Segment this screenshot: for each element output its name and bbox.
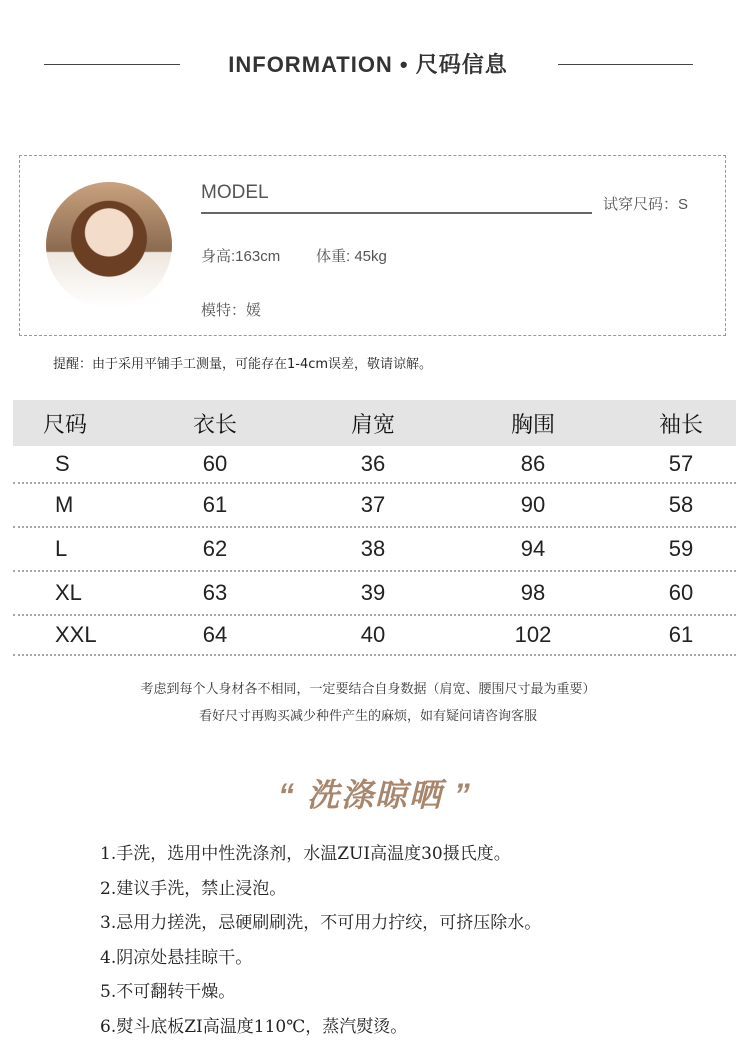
table-cell: M (55, 492, 74, 517)
model-label: MODEL (201, 182, 269, 203)
table-row (13, 572, 736, 616)
table-cell: 60 (202, 451, 228, 476)
table-cell: 60 (668, 580, 694, 605)
list-item: 3.忌用力搓洗，忌硬刷刷洗，不可用力拧绞，可挤压除水。 (100, 913, 542, 933)
model-height: 身高:163cm (201, 248, 281, 265)
list-item: 1.手洗，选用中性洗涤剂，水温ZUI高温度30摄氏度。 (100, 844, 511, 864)
size-tried: 试穿尺码：S (603, 196, 689, 213)
header-cell-shoulder: 肩宽 (350, 411, 395, 437)
model-underline (201, 212, 592, 214)
table-cell: 37 (360, 492, 386, 517)
table-cell: 39 (360, 580, 386, 605)
table-cell: S (55, 451, 70, 476)
table-cell: 58 (668, 492, 694, 517)
table-cell: 98 (520, 580, 546, 605)
list-item: 2.建议手洗，禁止浸泡。 (100, 878, 287, 899)
list-item: 6.熨斗底板ZI高温度110℃，蒸汽熨烫。 (100, 1016, 408, 1037)
table-cell: XL (55, 580, 82, 605)
table-cell: L (55, 536, 68, 561)
page-title: INFORMATION • 尺码信息 (228, 52, 508, 77)
header-cell-length: 衣长 (192, 411, 237, 437)
header-cell-size: 尺码 (42, 411, 87, 437)
table-cell: 38 (360, 536, 386, 561)
washing-list (100, 842, 541, 1049)
table-cell: 61 (668, 622, 694, 647)
table-cell: 63 (202, 580, 228, 605)
table-cell: 61 (202, 492, 228, 517)
model-card (19, 155, 726, 336)
header-cell-chest: 胸围 (510, 411, 555, 437)
table-row (13, 616, 736, 656)
size-table (13, 400, 736, 656)
size-table-header (13, 400, 736, 446)
model-avatar (46, 182, 172, 308)
header-right-line (558, 64, 693, 65)
table-cell: 36 (360, 451, 386, 476)
table-row (13, 446, 736, 484)
table-cell: 62 (202, 536, 228, 561)
table-row (13, 484, 736, 528)
table-cell: 59 (668, 536, 694, 561)
table-cell: 57 (668, 451, 694, 476)
table-cell: 64 (202, 622, 228, 647)
model-name: 模特：媛 (201, 302, 262, 319)
measurement-tip: 提醒：由于采用平铺手工测量，可能存在1-4cm误差，敬请谅解。 (53, 357, 433, 372)
model-weight: 体重: 45kg (316, 248, 387, 265)
list-item: 4.阴凉处悬挂晾干。 (100, 947, 253, 968)
size-note-2: 看好尺寸再购买减少种件产生的麻烦，如有疑问请咨询客服 (198, 708, 537, 723)
table-cell: 40 (360, 622, 386, 647)
table-cell: XXL (55, 622, 97, 647)
table-cell: 94 (520, 536, 546, 561)
table-cell: 90 (520, 492, 546, 517)
size-note-1: 考虑到每个人身材各不相同，一定要结合自身数据（肩宽、腰围尺寸最为重要） (140, 681, 596, 696)
list-item: 5.不可翻转干燥。 (100, 982, 236, 1002)
header-cell-sleeve: 袖长 (658, 411, 703, 437)
table-cell: 102 (514, 622, 552, 647)
washing-title: “ 洗涤晾晒 ” (278, 777, 472, 813)
table-cell: 86 (520, 451, 546, 476)
table-row (13, 528, 736, 572)
